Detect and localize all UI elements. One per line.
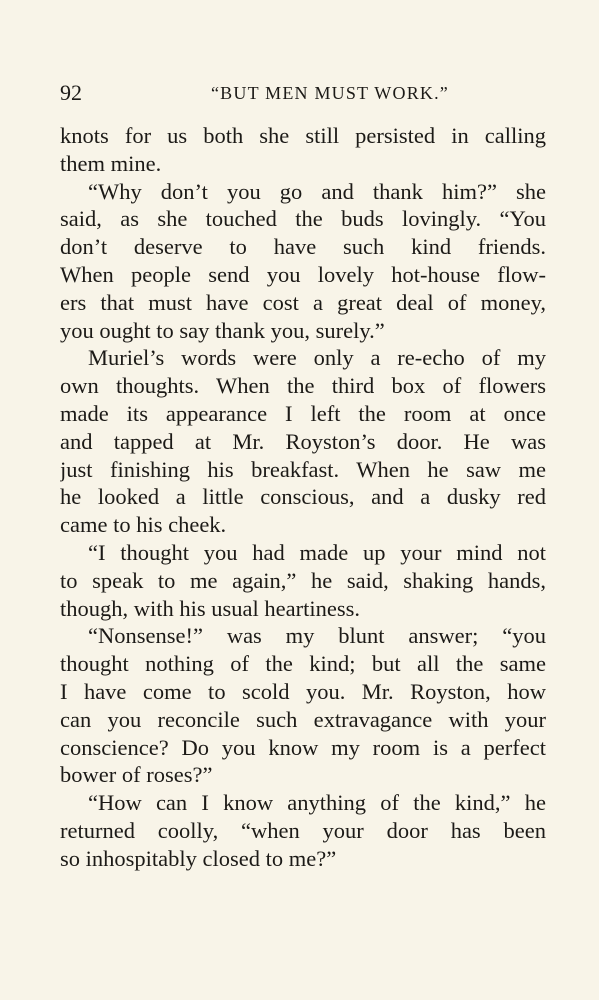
text-line: thought nothing of the kind; but all the same — [60, 651, 546, 677]
text-line: “Nonsense!” was my blunt answer; “you — [88, 623, 546, 649]
text-line: returned coolly, “when your door has been — [60, 817, 546, 843]
text-line: “I thought you had made up your mind not — [88, 539, 546, 565]
text-line: to speak to me again,” he said, shaking hands, — [60, 567, 546, 593]
text-line: conscience? Do you know my room is a perfect — [60, 734, 546, 760]
text-line: so inhospitably closed to me?” — [60, 845, 337, 871]
text-line: When people send you lovely hot-house flow- — [60, 261, 546, 287]
text-line: came to his cheek. — [60, 512, 227, 538]
text-line: you ought to say thank you, surely.” — [60, 317, 385, 343]
text-line: bower of roses?” — [60, 762, 213, 788]
text-line: I have come to scold you. Mr. Royston, how — [60, 678, 546, 704]
text-line: he looked a little conscious, and a dusky red — [60, 484, 546, 510]
running-title: “BUT MEN MUST WORK.” — [210, 83, 449, 103]
text-line: though, with his usual heartiness. — [60, 595, 360, 621]
text-line: don’t deserve to have such kind friends. — [60, 234, 546, 260]
text-line: them mine. — [60, 150, 162, 176]
text-line: “How can I know anything of the kind,” he — [88, 790, 546, 816]
text-line: own thoughts. When the third box of flowers — [60, 373, 546, 399]
page-number: 92 — [60, 80, 82, 105]
text-line: and tapped at Mr. Royston’s door. He was — [60, 428, 546, 454]
text-line: Muriel’s words were only a re-echo of my — [88, 345, 546, 371]
text-line: can you reconcile such extravagance with your — [60, 706, 546, 732]
page-header — [60, 78, 545, 108]
body-text — [60, 122, 546, 873]
text-line: ers that must have cost a great deal of money, — [60, 289, 546, 315]
text-line: knots for us both she still persisted in calling — [60, 123, 546, 148]
text-line: just finishing his breakfast. When he saw me — [60, 456, 546, 482]
text-line: made its appearance I left the room at once — [60, 400, 546, 426]
text-line: said, as she touched the buds lovingly. “You — [60, 206, 546, 232]
text-line: “Why don’t you go and thank him?” she — [88, 178, 546, 204]
